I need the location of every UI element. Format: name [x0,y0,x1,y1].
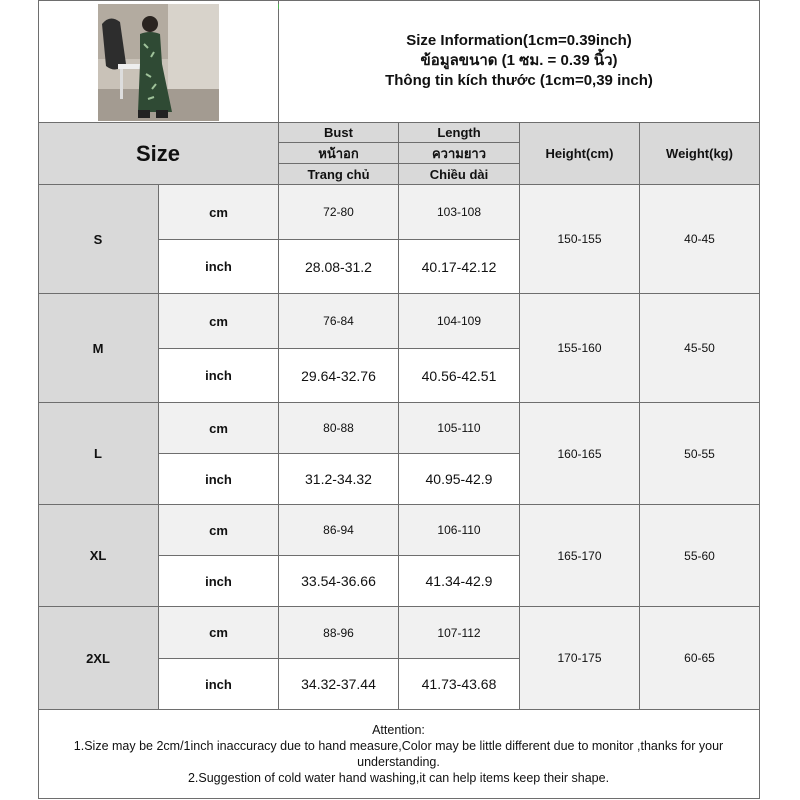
bust-header-vi: Trang chủ [279,164,399,185]
size-label-l: L [38,403,159,505]
height-value: 160-165 [520,403,640,505]
size-label-xl: XL [38,505,159,607]
size-information-title [279,0,760,123]
unit-cm: cm [159,185,279,240]
length-cm-value: 106-110 [399,505,520,556]
length-inch-value: 41.34-42.9 [399,556,520,607]
height-header: Height(cm) [520,123,640,185]
bust-cm-value: 88-96 [279,607,399,659]
size-header: Size [38,123,279,185]
bust-cm-value: 76-84 [279,294,399,349]
unit-inch: inch [159,349,279,403]
bust-cm-value: 86-94 [279,505,399,556]
length-cm-value: 104-109 [399,294,520,349]
size-label-s: S [38,185,159,294]
size-label-2xl: 2XL [38,607,159,710]
unit-inch: inch [159,240,279,294]
weight-value: 55-60 [640,505,760,607]
weight-header: Weight(kg) [640,123,760,185]
unit-cm: cm [159,505,279,556]
bust-cm-value: 80-88 [279,403,399,454]
title-line-vi: Thông tin kích thước (1cm=0,39 inch) [385,72,653,89]
weight-value: 40-45 [640,185,760,294]
length-header-vi: Chiều dài [399,164,520,185]
length-cm-value: 105-110 [399,403,520,454]
length-inch-value: 40.17-42.12 [399,240,520,294]
height-value: 155-160 [520,294,640,403]
length-inch-value: 40.56-42.51 [399,349,520,403]
bust-inch-value: 28.08-31.2 [279,240,399,294]
attention-line-2: understanding. [357,755,440,769]
unit-cm: cm [159,403,279,454]
unit-inch: inch [159,659,279,710]
size-label-m: M [38,294,159,403]
length-cm-value: 103-108 [399,185,520,240]
height-value: 150-155 [520,185,640,294]
length-header-th: ความยาว [399,143,520,164]
attention-heading: Attention: [372,723,425,737]
height-value: 165-170 [520,505,640,607]
attention-line-1: 1.Size may be 2cm/1inch inaccuracy due to hand measure,Color may be little different due to monitor ,thanks for your [73,739,724,753]
bust-inch-value: 34.32-37.44 [279,659,399,710]
title-line-en: Size Information(1cm=0.39inch) [406,32,632,49]
bust-inch-value: 31.2-34.32 [279,454,399,505]
attention-line-3: 2.Suggestion of cold water hand washing,it can help items keep their shape. [187,771,610,785]
bust-inch-value: 33.54-36.66 [279,556,399,607]
weight-value: 60-65 [640,607,760,710]
bust-inch-value: 29.64-32.76 [279,349,399,403]
unit-inch: inch [159,454,279,505]
bust-header-en: Bust [279,123,399,143]
bust-header-th: หน้าอก [279,143,399,164]
length-header-en: Length [399,123,520,143]
length-inch-value: 40.95-42.9 [399,454,520,505]
height-value: 170-175 [520,607,640,710]
model-photo-icon [98,4,219,121]
unit-cm: cm [159,294,279,349]
attention-note [38,710,760,799]
length-cm-value: 107-112 [399,607,520,659]
bust-cm-value: 72-80 [279,185,399,240]
title-line-th: ข้อมูลขนาด (1 ซม. = 0.39 นิ้ว) [420,52,618,69]
unit-cm: cm [159,607,279,659]
photo-cell [38,0,279,123]
unit-inch: inch [159,556,279,607]
size-chart [38,0,760,800]
weight-value: 50-55 [640,403,760,505]
weight-value: 45-50 [640,294,760,403]
length-inch-value: 41.73-43.68 [399,659,520,710]
